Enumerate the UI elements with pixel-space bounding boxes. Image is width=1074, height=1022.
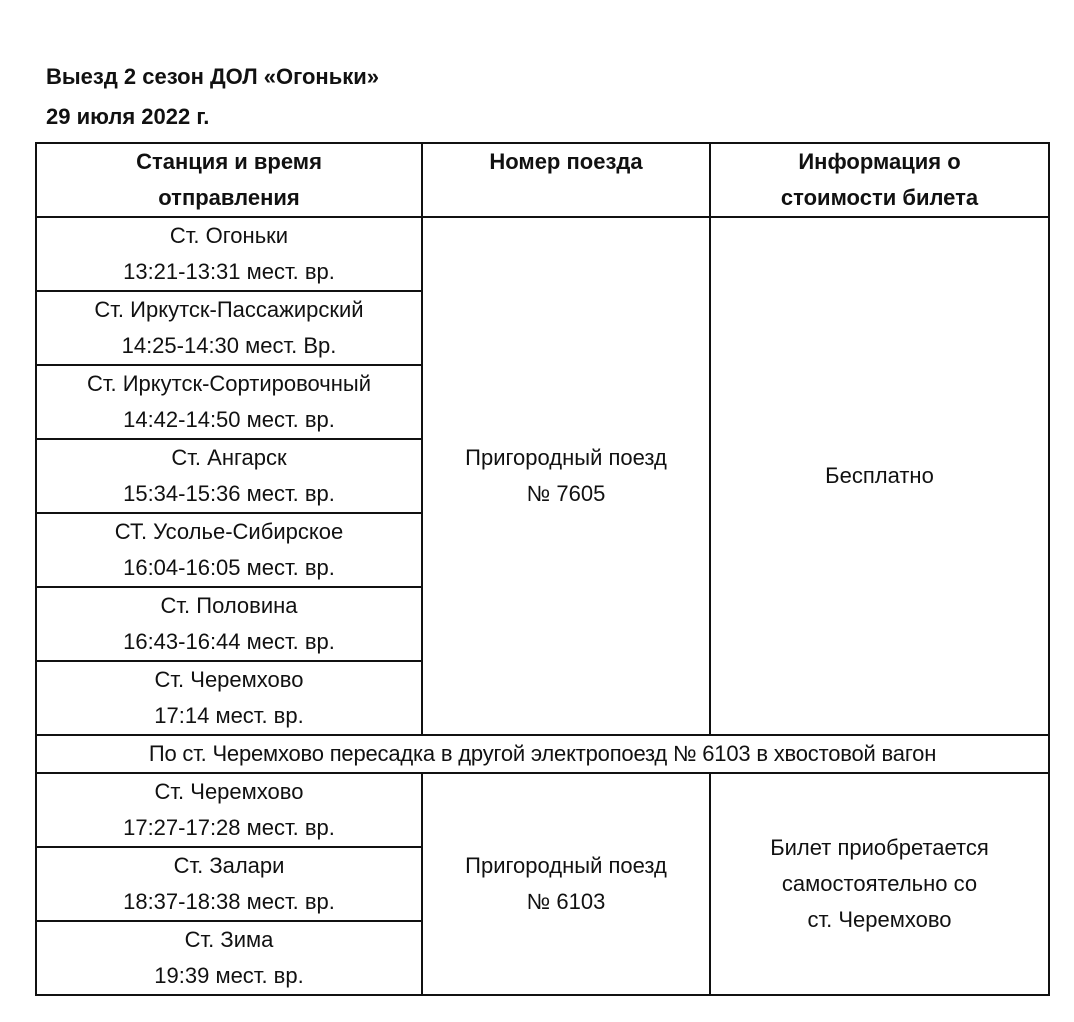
station-time: 18:37-18:38 мест. вр. — [123, 889, 335, 914]
header-train — [422, 143, 710, 217]
station-time: 14:25-14:30 мест. Вр. — [121, 333, 337, 358]
ticket-cell — [710, 217, 1049, 735]
train-type: Пригородный поезд — [465, 445, 667, 470]
station-time: 16:04-16:05 мест. вр. — [123, 555, 335, 580]
station-name: Ст. Черемхово — [154, 779, 304, 804]
station-name: Ст. Иркутск-Сортировочный — [86, 371, 372, 396]
document-title: Выезд 2 сезон ДОЛ «Огоньки» — [46, 64, 379, 89]
table-row — [36, 217, 1049, 291]
header-station — [36, 143, 422, 217]
station-cell — [36, 921, 422, 995]
table-row — [36, 773, 1049, 847]
station-cell — [36, 587, 422, 661]
transfer-note: По ст. Черемхово пересадка в другой электропоезд № 6103 в хвостовой вагон — [36, 735, 1049, 773]
document-date: 29 июля 2022 г. — [46, 104, 210, 129]
station-name: Ст. Огоньки — [169, 223, 289, 248]
ticket-info: ст. Черемхово — [807, 907, 952, 932]
header-ticket-line: Информация о — [798, 149, 961, 174]
station-cell — [36, 661, 422, 735]
station-time: 17:14 мест. вр. — [154, 703, 304, 728]
station-time: 17:27-17:28 мест. вр. — [123, 815, 335, 840]
station-cell — [36, 291, 422, 365]
header-row — [36, 143, 1049, 217]
header-train-line: Номер поезда — [489, 149, 643, 174]
station-name: Ст. Иркутск-Пассажирский — [94, 297, 364, 322]
header-station-line: Станция и время — [136, 149, 322, 174]
train-cell — [422, 773, 710, 995]
station-cell — [36, 365, 422, 439]
station-name: Ст. Ангарск — [171, 445, 287, 470]
ticket-info: Билет приобретается — [770, 835, 989, 860]
station-time: 13:21-13:31 мест. вр. — [123, 259, 335, 284]
header-station-line: отправления — [158, 185, 300, 210]
header-ticket-line: стоимости билета — [780, 185, 979, 210]
station-cell — [36, 847, 422, 921]
train-number: № 7605 — [526, 481, 606, 506]
station-time: 15:34-15:36 мест. вр. — [123, 481, 335, 506]
station-time: 16:43-16:44 мест. вр. — [123, 629, 335, 654]
station-cell — [36, 217, 422, 291]
station-cell — [36, 513, 422, 587]
transfer-row — [36, 735, 1049, 773]
station-name: Ст. Залари — [173, 853, 285, 878]
train-type: Пригородный поезд — [465, 853, 667, 878]
station-cell — [36, 773, 422, 847]
train-number: № 6103 — [526, 889, 606, 914]
station-cell — [36, 439, 422, 513]
header-ticket — [710, 143, 1049, 217]
station-name: Ст. Половина — [160, 593, 298, 618]
train-cell — [422, 217, 710, 735]
station-name: Ст. Зима — [184, 927, 274, 952]
ticket-cell — [710, 773, 1049, 995]
ticket-info: Бесплатно — [825, 463, 934, 488]
station-name: СТ. Усолье-Сибирское — [114, 519, 344, 544]
ticket-info: самостоятельно со — [781, 871, 978, 896]
station-name: Ст. Черемхово — [154, 667, 304, 692]
schedule-table — [35, 142, 1050, 996]
station-time: 14:42-14:50 мест. вр. — [123, 407, 335, 432]
station-time: 19:39 мест. вр. — [154, 963, 304, 988]
